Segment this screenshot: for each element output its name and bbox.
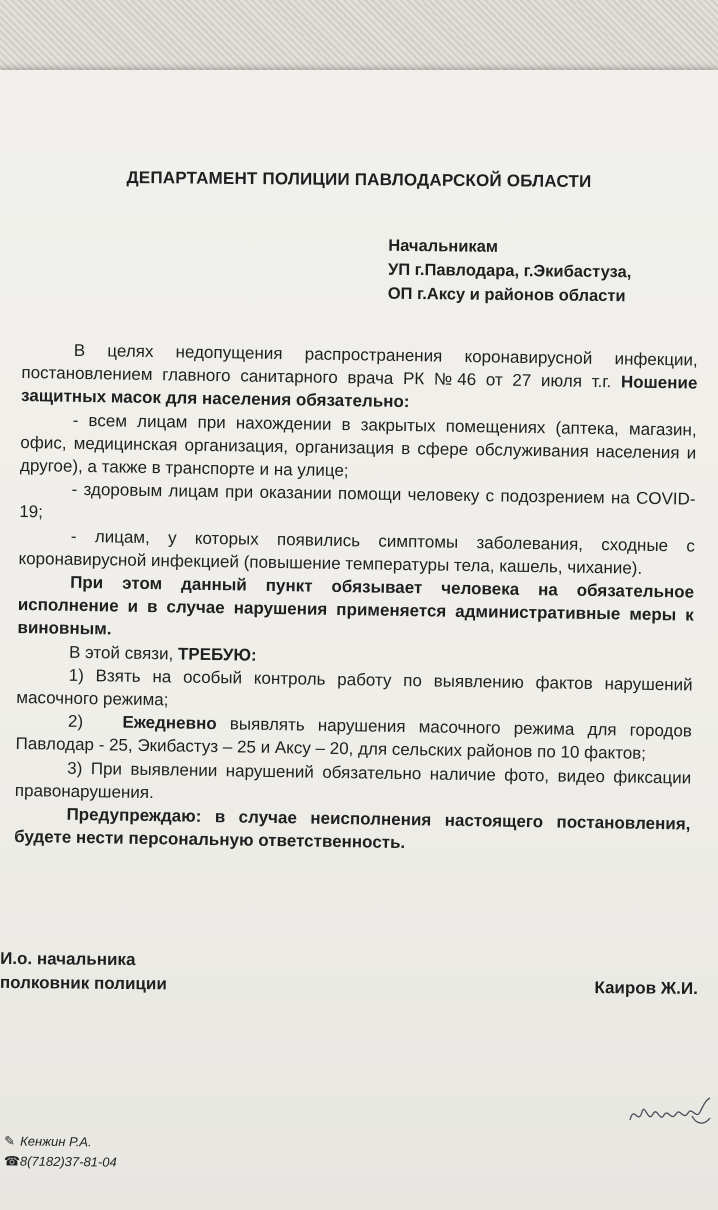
signatory-name: Каиров Ж.И.	[594, 978, 698, 998]
list-item: - всем лицам при нахождении в закрытых помещениях (аптека, магазин, офис, медицинская организация, организация в сфере обслуживания населения и другое), а также в транспорте и на улице;	[19, 410, 697, 481]
warning-paragraph: Предупреждаю: в случае неисполнения настоящего постановления, будете нести персональную ответственность.	[14, 804, 691, 853]
demand-paragraph: В этой связи, ТРЕБУЮ:	[68, 642, 257, 665]
document-sheet	[0, 70, 718, 1210]
addressee-block	[388, 234, 632, 309]
addressee-line: ОП г.Аксу и районов области	[387, 284, 626, 306]
obligation-paragraph: При этом данный пункт обязывает человека на обязательное исполнение и в случае нарушения применяется административные меры к виновным.	[17, 572, 695, 639]
signatory-position: И.о. начальника	[0, 948, 136, 970]
list-item: - лицам, у которых появились симптомы заболевания, сходные с коронавирусной инфекцией (повышение температуры тела, кашель, чихание).	[18, 526, 695, 578]
document-heading: ДЕПАРТАМЕНТ ПОЛИЦИИ ПАВЛОДАРСКОЙ ОБЛАСТИ	[126, 167, 592, 192]
requirement-item: 3) При выявлении нарушений обязательно наличие фото, видео фиксации правонарушения.	[14, 758, 692, 802]
contacts-block	[4, 1131, 117, 1172]
signature-block	[0, 947, 710, 1001]
phone-icon: ☎	[3, 1153, 21, 1169]
requirement-item: 1) Взять на особый контроль работу по выявлению фактов нарушений масочного режима;	[16, 665, 693, 710]
executor-line: ✎ Кенжин Р.А.	[4, 1131, 117, 1152]
addressee-line: УП г.Павлодара, г.Экибастуза,	[387, 260, 632, 282]
list-item: - здоровым лицам при оказании помощи человеку с подозрением на COVID-19;	[19, 480, 696, 522]
intro-bold: Ношение защитных масок для населения обязательно:	[20, 372, 698, 412]
addressee-line: Начальникам	[388, 236, 499, 256]
signatory-rank: полковник полиции	[0, 972, 167, 994]
document-body	[14, 338, 698, 859]
intro-paragraph: В целях недопущения распространения коронавирусной инфекции, постановлением главного санитарного врача РК №46 от 27 июля т.г. Ношение защитных масок для населения обязательно:	[20, 340, 698, 412]
requirement-item: 2) Ежедневно выявлять нарушения масочного режима для городов Павлодар - 25, Экибастуз – 25 и Аксу – 20, для сельских районов по 10 фактов;	[15, 712, 693, 764]
pencil-icon: ✎	[4, 1133, 16, 1149]
handwritten-signature	[626, 1090, 714, 1136]
phone-line: ☎8(7182)37-81-04	[3, 1153, 117, 1170]
